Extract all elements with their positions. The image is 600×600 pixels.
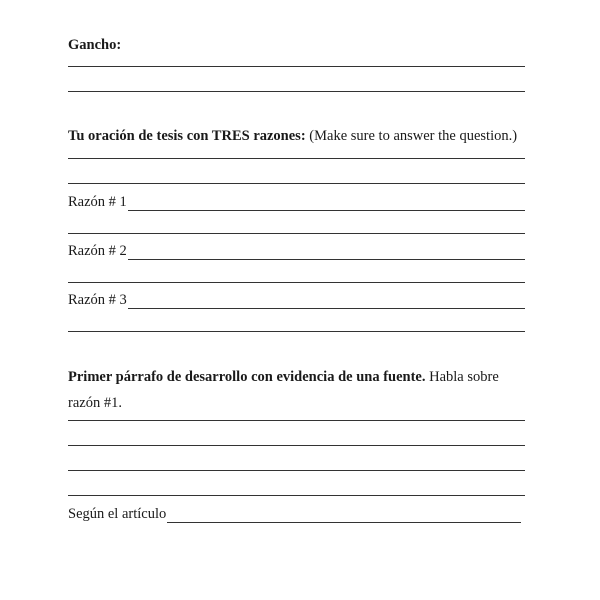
reason-3-answer-line[interactable] xyxy=(128,294,525,309)
body-answer-line-1[interactable] xyxy=(68,420,525,421)
body-paragraph-instruction: Habla sobre razón #1. xyxy=(68,369,499,411)
hook-label: Gancho: xyxy=(68,37,122,53)
according-to-label: Según el artículo xyxy=(68,506,167,522)
reason-2-label: Razón # 2 xyxy=(68,243,127,259)
body-paragraph-label: Primer párrafo de desarrollo con evidencia de una fuente. xyxy=(68,369,426,385)
reason-3-row xyxy=(68,291,525,309)
thesis-answer-line-1[interactable] xyxy=(68,158,525,159)
hook-answer-line-2[interactable] xyxy=(68,91,525,92)
thesis-label: Tu oración de tesis con TRES razones: xyxy=(68,128,306,144)
reason-3-answer-line-2[interactable] xyxy=(68,331,525,332)
reason-1-answer-line[interactable] xyxy=(128,196,525,211)
body-answer-line-4[interactable] xyxy=(68,495,525,496)
reason-3-label: Razón # 3 xyxy=(68,292,127,308)
body-paragraph-prompt xyxy=(68,364,508,416)
body-answer-line-2[interactable] xyxy=(68,445,525,446)
reason-2-answer-line[interactable] xyxy=(128,245,525,260)
thesis-instruction: (Make sure to answer the question.) xyxy=(305,128,518,144)
reason-1-label: Razón # 1 xyxy=(68,194,127,210)
reason-2-answer-line-2[interactable] xyxy=(68,282,525,283)
reason-1-answer-line-2[interactable] xyxy=(68,233,525,234)
hook-answer-line-1[interactable] xyxy=(68,66,525,67)
thesis-answer-line-2[interactable] xyxy=(68,183,525,184)
reason-2-row xyxy=(68,242,525,260)
according-to-row xyxy=(68,505,521,523)
according-to-answer-line[interactable] xyxy=(167,508,521,523)
body-answer-line-3[interactable] xyxy=(68,470,525,471)
thesis-prompt xyxy=(68,127,517,145)
reason-1-row xyxy=(68,193,525,211)
